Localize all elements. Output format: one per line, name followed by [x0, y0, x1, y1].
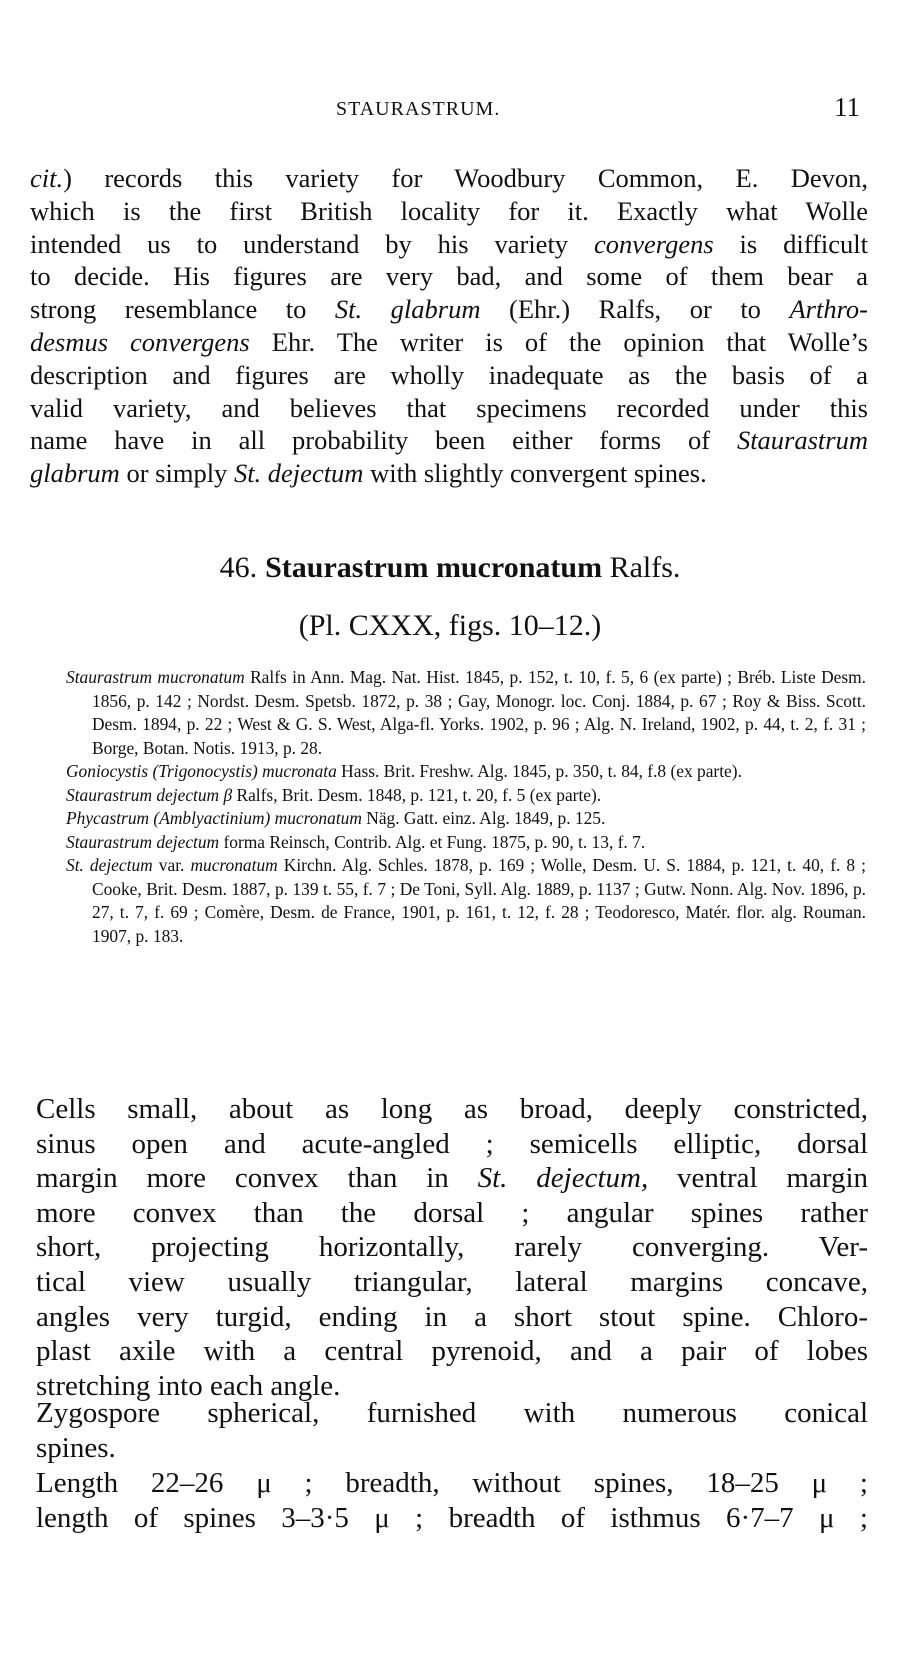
italic-name: Arthro-: [789, 294, 868, 325]
species-heading: [0, 551, 900, 585]
synonym-citation: forma Reinsch, Contrib. Alg. et Fung. 1875, p. 90, t. 13, f. 7.: [219, 831, 646, 852]
text-line: [30, 293, 868, 326]
text-line: length of spines 3–3·5 μ ; breadth of isthmus 6·7–7 μ ;: [36, 1501, 868, 1534]
text-line: Cells small, about as long as broad, deeply constricted,: [36, 1093, 868, 1125]
line-text: strong resemblance to: [30, 294, 335, 325]
synonym-citation: var.: [152, 855, 191, 875]
text-line: [36, 1161, 868, 1196]
synonymy-entry: [66, 854, 866, 948]
line-text: name have in all probability been either forms of: [30, 425, 737, 456]
text-line: short, projecting horizontally, rarely converging. Ver-: [36, 1231, 868, 1264]
italic-name: Staurastrum: [736, 425, 868, 456]
text-line: angles very turgid, ending in a short stout spine. Chloro-: [36, 1300, 868, 1333]
line-text: or simply: [119, 458, 234, 489]
italic-name: glabrum: [30, 458, 120, 489]
text-line: tical view usually triangular, lateral margins concave,: [36, 1265, 868, 1298]
italic-name: desmus convergens: [30, 326, 250, 357]
synonym-citation: Hass. Brit. Freshw. Alg. 1845, p. 350, t. 84, f.8 (ex parte).: [336, 761, 742, 781]
species-description: [36, 1092, 868, 1403]
synonym-name: Staurastrum dejectum β: [66, 784, 233, 805]
line-text: ventral margin: [648, 1162, 869, 1195]
measurements-paragraph: [36, 1466, 868, 1535]
synonym-citation: Ralfs, Brit. Desm. 1848, p. 121, t. 20, f. 5 (ex parte).: [232, 784, 602, 805]
synonym-name: Staurastrum dejectum: [66, 831, 220, 852]
synonym-name: Phycastrum (Amblyactinium) mucronatum: [66, 808, 362, 828]
synonym-citation: Kirchn. Alg. Schles. 1878, p. 169 ; Wolle, Desm. U. S. 1884, p. 121, t. 40, f. 8 ; Cooke, Brit. Desm. 1887, p. 139 t. 55, f. 7 ; De Toni, Syll. Alg. 1889, p. 1137 ; Gutw. Nonn. Alg. Nov. 1896, p. 27, t. 7, f. 69 ; Comère, Desm. de France, 1901, p. 161, t. 12, f. 28 ; Teodoresco, Matér. flor. alg. Rouman. 1907, p. 183.: [92, 855, 866, 946]
species-name: Staurastrum mucronatum: [265, 551, 603, 584]
text-line: [30, 228, 868, 261]
line-text: intended us to understand by his variety: [30, 228, 594, 259]
line-text: is difficult: [713, 228, 868, 259]
species-number: 46.: [219, 551, 258, 584]
synonymy-entry: [66, 831, 866, 855]
line-text: (Ehr.) Ralfs, or to: [480, 294, 790, 325]
running-head: [0, 92, 900, 132]
text-line: Zygospore spherical, furnished with numerous conical: [36, 1397, 868, 1429]
synonym-name: Staurastrum mucronatum: [66, 667, 245, 687]
line-text: ) records this variety for Woodbury Common, E. Devon,: [63, 163, 868, 193]
text-line: spines.: [36, 1431, 116, 1464]
running-title: STAURASTRUM.: [336, 98, 501, 120]
text-line: Length 22–26 μ ; breadth, without spines, 18–25 μ ;: [36, 1467, 868, 1499]
synonymy-entry: [66, 760, 866, 784]
synonymy-entry: [66, 807, 866, 831]
line-text: Ehr. The writer is of the opinion that Wolle’s: [249, 326, 868, 357]
synonym-name: Goniocystis (Trigonocystis) mucronata: [66, 761, 337, 781]
plate-reference: (Pl. CXXX, figs. 10–12.): [298, 609, 602, 642]
zygospore-paragraph: [36, 1396, 868, 1465]
italic-name: St. dejectum,: [477, 1162, 649, 1195]
text-line: valid variety, and believes that specimens recorded under this: [30, 392, 868, 423]
synonym-citation: Näg. Gatt. einz. Alg. 1849, p. 125.: [361, 808, 606, 828]
synonym-citation: Ralfs in Ann. Mag. Nat. Hist. 1845, p. 152, t. 10, f. 5, 6 (ex parte) ; Bréb. Liste Desm. 1856, p. 142 ; Nordst. Desm. Spetsb. 1872, p. 38 ; Gay, Monogr. loc. Conj. 1884, p. 67 ; Roy & Biss. Scott. Desm. 1894, p. 22 ; West & G. S. West, Alga-fl. Yorks. 1902, p. 96 ; Alg. N. Ireland, 1902, p. 44, t. 2, f. 31 ; Borge, Botan. Notis. 1913, p. 28.: [92, 667, 866, 758]
text-line: sinus open and acute-angled ; semicells elliptic, dorsal: [36, 1127, 868, 1160]
text-line: [30, 326, 868, 359]
synonym-name: mucronatum: [190, 855, 278, 875]
text-line: description and figures are wholly inadequate as the basis of a: [30, 359, 868, 390]
italic-ref: cit.: [30, 163, 64, 193]
synonym-name: St. dejectum: [66, 855, 153, 875]
italic-name: convergens: [593, 228, 714, 259]
synonymy-entry: [66, 784, 866, 808]
text-line: to decide. His figures are very bad, and some of them bear a: [30, 261, 868, 292]
synonymy-list: [66, 666, 866, 948]
text-line: plast axile with a central pyrenoid, and a pair of lobes: [36, 1335, 868, 1368]
text-line: [30, 457, 868, 490]
line-text: with slightly convergent spines.: [363, 458, 707, 489]
italic-name: St. glabrum: [334, 294, 481, 325]
intro-paragraph: [30, 162, 868, 490]
line-text: margin more convex than in: [36, 1162, 478, 1195]
text-line: [30, 162, 868, 195]
synonymy-entry: [66, 666, 866, 760]
species-authority: Ralfs.: [609, 551, 681, 584]
text-line: more convex than the dorsal ; angular spines rather: [36, 1196, 868, 1229]
text-line: [30, 424, 868, 457]
page-number: 11: [834, 92, 860, 122]
italic-name: St. dejectum: [233, 458, 364, 489]
text-line: stretching into each angle.: [36, 1369, 341, 1402]
text-line: which is the first British locality for it. Exactly what Wolle: [30, 195, 868, 226]
